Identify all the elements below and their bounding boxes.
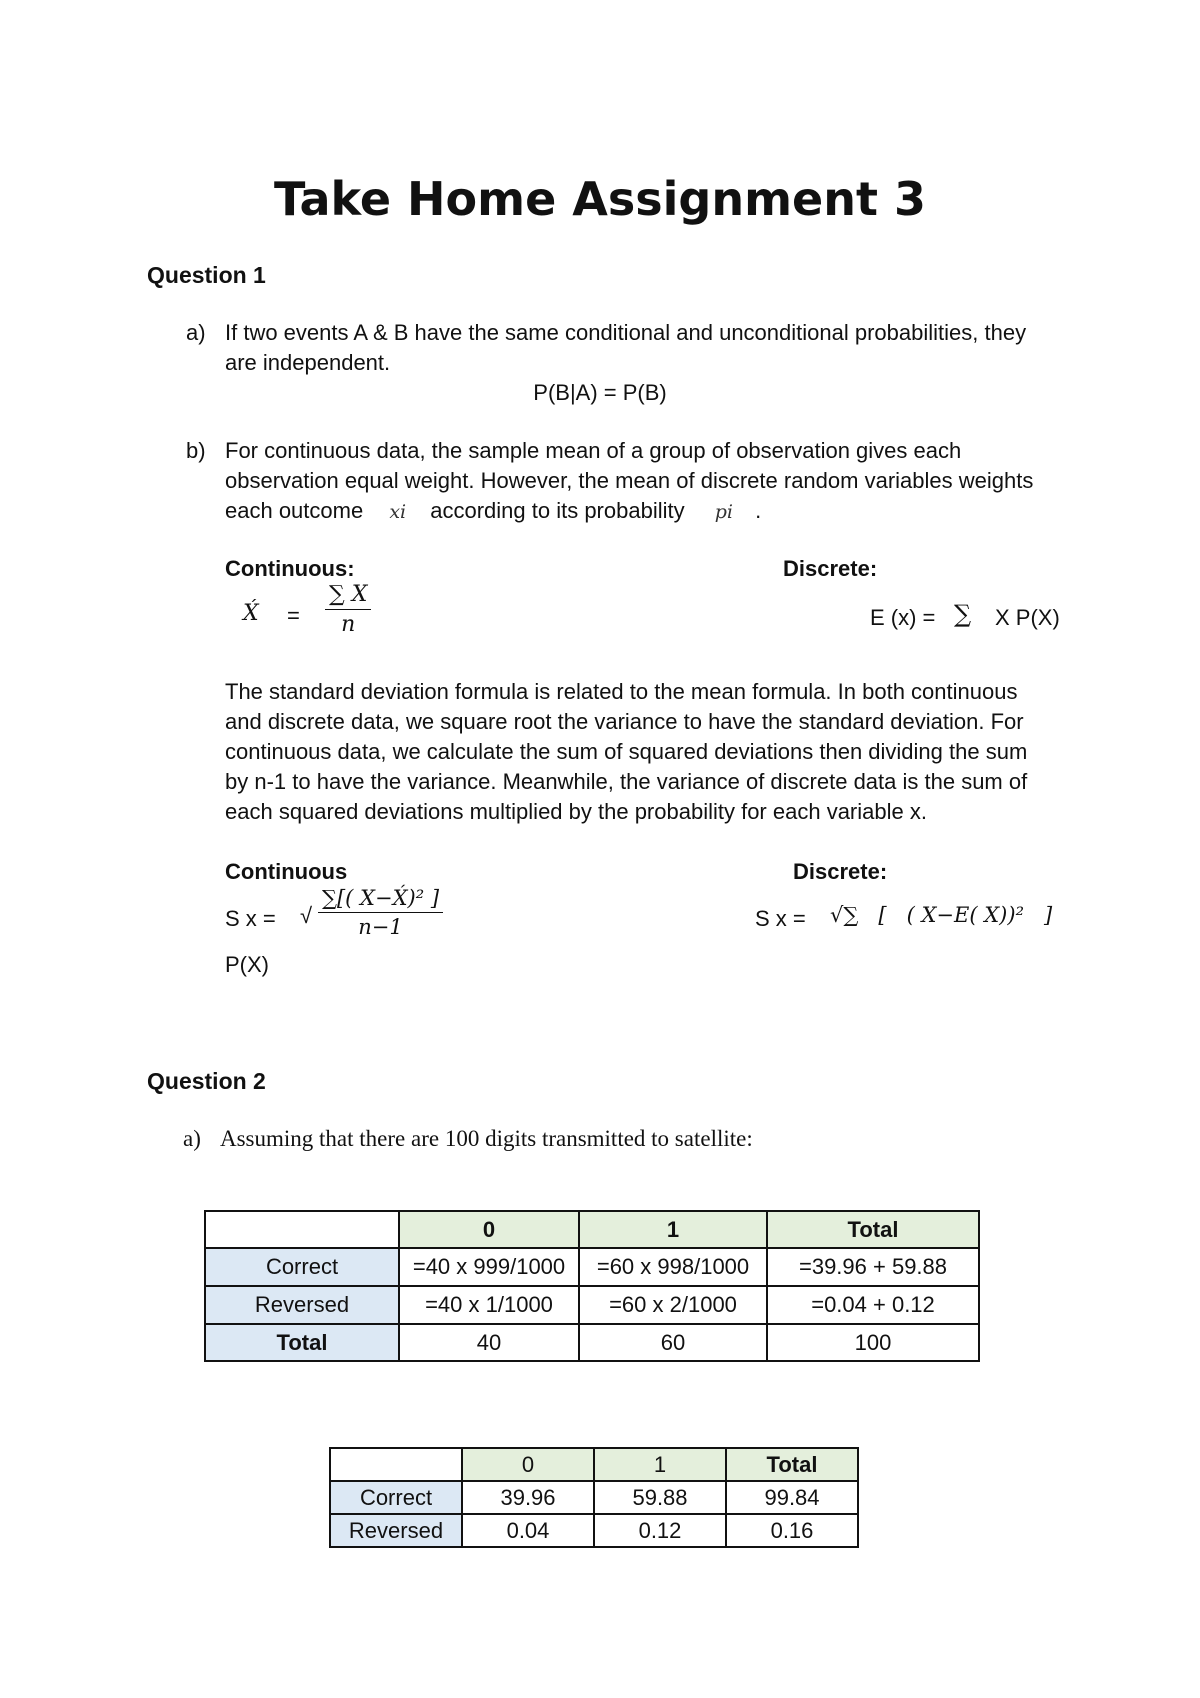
q1-b-marker: b)	[186, 438, 206, 463]
table1-cell: =39.96 + 59.88	[767, 1248, 979, 1286]
q1-b-line-3-mid: according to its probability	[430, 498, 685, 523]
table1-header-empty	[205, 1211, 399, 1248]
table2-header-total: Total	[726, 1448, 858, 1481]
continuous-label-2: Continuous	[225, 859, 348, 884]
q1-b-line-1: For continuous data, the sample mean of a group of observation gives each	[225, 438, 962, 463]
table1-cell: =40 x 1/1000	[399, 1286, 579, 1324]
pi-symbol: pi	[714, 501, 733, 523]
table2-row-label-reversed: Reversed	[330, 1514, 462, 1547]
table1-row-label-reversed: Reversed	[205, 1286, 399, 1324]
mean-lhs: X́	[243, 601, 259, 626]
table1-header-0: 0	[399, 1211, 579, 1248]
table1-cell: =0.04 + 0.12	[767, 1286, 979, 1324]
sd-paragraph-line-2: and discrete data, we square root the variance to have the standard deviation. For	[225, 709, 1024, 734]
table2-cell: 0.16	[726, 1514, 858, 1547]
mean-numerator: ∑ X	[325, 582, 371, 610]
q1-a-marker: a)	[186, 320, 206, 345]
table2-row-label-correct: Correct	[330, 1481, 462, 1514]
mean-denominator: n	[341, 612, 356, 637]
table1-cell: =60 x 998/1000	[579, 1248, 767, 1286]
sd-continuous-sqrt: √	[300, 903, 313, 928]
expected-value-lhs: E (x) =	[870, 605, 936, 630]
mean-fraction	[325, 582, 371, 637]
table1-row-label-total: Total	[205, 1324, 399, 1361]
table1-header-total: Total	[767, 1211, 979, 1248]
sd-paragraph-line-3: continuous data, we calculate the sum of squared deviations then dividing the sum	[225, 739, 1028, 764]
expected-value-rhs: X P(X)	[995, 605, 1060, 630]
table2-cell: 0.04	[462, 1514, 594, 1547]
continuous-label: Continuous:	[225, 556, 355, 581]
table2-cell: 0.12	[594, 1514, 726, 1547]
sd-continuous-fraction	[318, 886, 443, 939]
digits-calculation-table	[204, 1210, 980, 1362]
table1-cell: 100	[767, 1324, 979, 1361]
table1-cell: =40 x 999/1000	[399, 1248, 579, 1286]
mean-equals: =	[287, 603, 300, 628]
q1-b-line-2: observation equal weight. However, the mean of discrete random variables weights	[225, 468, 1034, 493]
sd-continuous-numerator: ∑[( X−X́)² ]	[318, 886, 443, 913]
table2-header-1: 1	[594, 1448, 726, 1481]
sd-paragraph-line-5: each squared deviations multiplied by the probability for each variable x.	[225, 799, 927, 824]
q1-a-formula: P(B|A) = P(B)	[533, 380, 667, 405]
q1-a-line-2: are independent.	[225, 350, 391, 375]
table1-cell: =60 x 2/1000	[579, 1286, 767, 1324]
discrete-label: Discrete:	[783, 556, 878, 581]
sd-discrete-lhs: S x =	[755, 906, 806, 931]
px-label: P(X)	[225, 952, 269, 977]
table1-cell: 40	[399, 1324, 579, 1361]
q1-b-line-3-end: .	[755, 498, 762, 523]
q2-a-text: Assuming that there are 100 digits transmitted to satellite:	[220, 1126, 753, 1151]
digits-result-table	[329, 1447, 859, 1548]
table2-cell: 39.96	[462, 1481, 594, 1514]
q1-a-line-1: If two events A & B have the same conditional and unconditional probabilities, they	[225, 320, 1027, 345]
table2-header-empty	[330, 1448, 462, 1481]
question-1-heading: Question 1	[147, 262, 266, 288]
discrete-label-2: Discrete:	[793, 859, 888, 884]
table2-cell: 59.88	[594, 1481, 726, 1514]
q1-b-line-3	[225, 496, 761, 527]
table2-cell: 99.84	[726, 1481, 858, 1514]
table1-cell: 60	[579, 1324, 767, 1361]
question-2-heading: Question 2	[147, 1068, 266, 1094]
table1-row-label-correct: Correct	[205, 1248, 399, 1286]
page-title: Take Home Assignment 3	[274, 172, 926, 226]
sd-paragraph-line-1: The standard deviation formula is related to the mean formula. In both continuous	[225, 679, 1018, 704]
q1-b-line-3-pre: each outcome	[225, 498, 364, 523]
expected-value-sigma: ∑	[954, 600, 972, 628]
table1-header-1: 1	[579, 1211, 767, 1248]
table2-header-0: 0	[462, 1448, 594, 1481]
sd-continuous-lhs: S x =	[225, 906, 276, 931]
sd-discrete-formula: √∑ [ ( X−E( X))² ]	[830, 903, 1053, 927]
q2-a-marker: a)	[183, 1126, 201, 1151]
sd-paragraph-line-4: by n-1 to have the variance. Meanwhile, the variance of discrete data is the sum of	[225, 769, 1028, 794]
sd-continuous-denominator: n−1	[358, 915, 403, 939]
xi-symbol: xi	[389, 501, 407, 523]
